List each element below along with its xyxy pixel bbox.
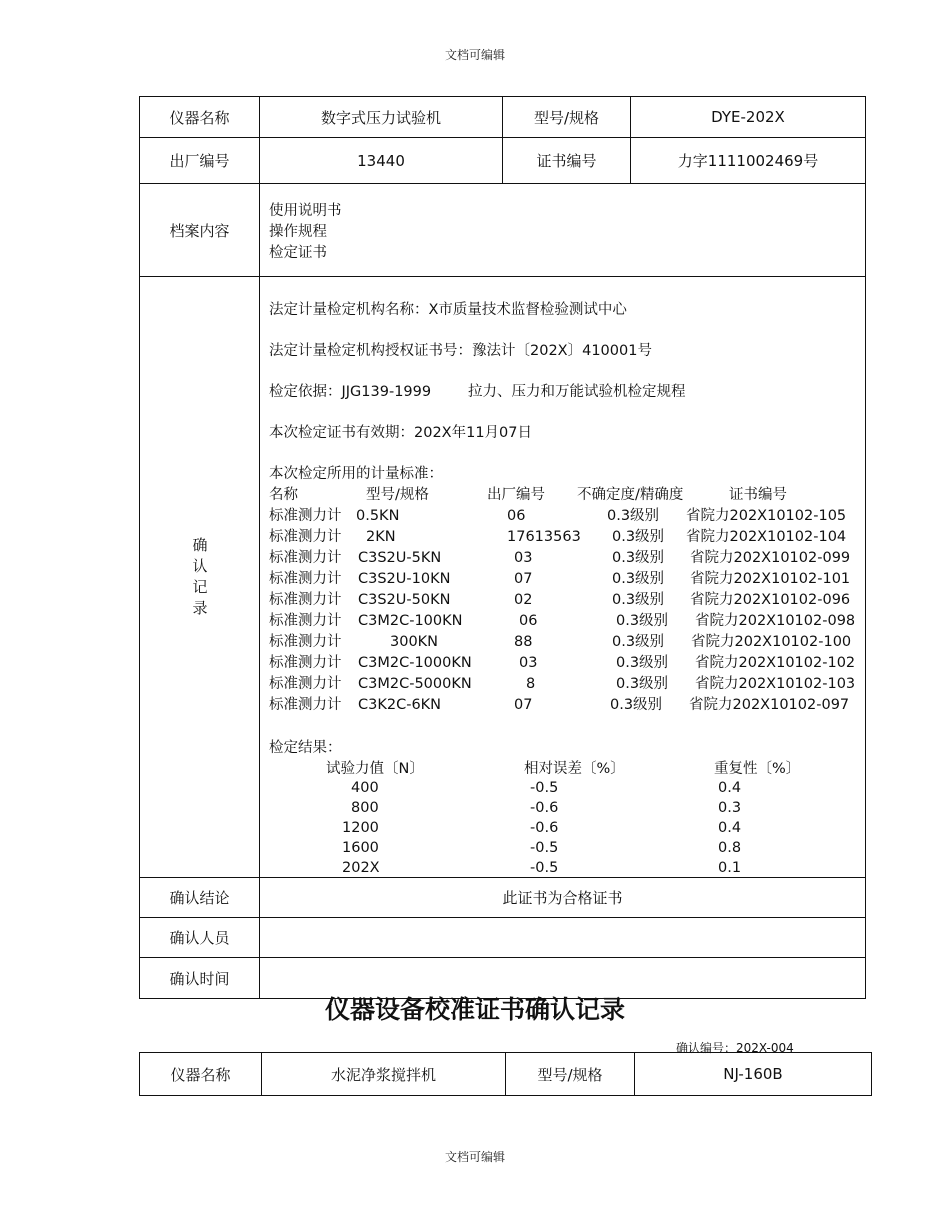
standard-cert: 省院力202X10102-096 <box>690 592 851 608</box>
result-repeatability: 0.8 <box>718 840 742 856</box>
standard-serial: 03 <box>519 655 538 671</box>
model-value: DYE-202X <box>630 96 866 138</box>
confirm-person-value[interactable] <box>259 917 866 958</box>
model-label-2: 型号/规格 <box>505 1052 635 1096</box>
standard-model: C3S2U-10KN <box>358 571 451 587</box>
institution-name: 法定计量检定机构名称：X市质量技术监督检验测试中心 <box>269 302 627 318</box>
standard-accuracy: 0.3级别 <box>616 655 669 671</box>
serial-number-label: 出厂编号 <box>139 137 260 184</box>
standard-name: 标准测力计 <box>269 697 342 713</box>
archive-item: 操作规程 <box>269 224 327 240</box>
standard-accuracy: 0.3级别 <box>612 592 665 608</box>
standard-model: C3K2C-6KN <box>358 697 442 713</box>
standards-header-model: 型号/规格 <box>366 487 429 503</box>
results-header-repeatability: 重复性〔%〕 <box>714 761 801 777</box>
document-title: 仪器设备校准证书确认记录 <box>324 995 625 1024</box>
standard-serial: 06 <box>507 508 526 524</box>
standard-name: 标准测力计 <box>269 529 342 545</box>
standard-accuracy: 0.3级别 <box>612 571 665 587</box>
standards-header-accuracy: 不确定度/精确度 <box>577 487 684 503</box>
result-error: -0.6 <box>530 800 559 816</box>
results-header-error: 相对误差〔%〕 <box>524 761 625 777</box>
footer-note: 文档可编辑 <box>444 1150 505 1164</box>
standard-accuracy: 0.3级别 <box>607 508 660 524</box>
standard-cert: 省院力202X10102-098 <box>695 613 856 629</box>
standard-cert: 省院力202X10102-100 <box>691 634 852 650</box>
header-note: 文档可编辑 <box>444 48 505 62</box>
result-error: -0.6 <box>530 820 559 836</box>
record-label-chars: 确 认 记 录 <box>192 536 208 617</box>
standard-model: C3S2U-50KN <box>358 592 451 608</box>
certificate-number-value: 力字1111002469号 <box>630 137 866 184</box>
result-force: 1200 <box>342 820 379 836</box>
standard-serial: 03 <box>514 550 533 566</box>
result-repeatability: 0.1 <box>718 860 742 876</box>
standard-name: 标准测力计 <box>269 550 342 566</box>
conclusion-label: 确认结论 <box>139 877 260 918</box>
instrument-name-label: 仪器名称 <box>139 96 260 138</box>
confirm-time-label: 确认时间 <box>139 957 260 999</box>
standards-title: 本次检定所用的计量标准： <box>269 466 443 482</box>
result-force: 400 <box>351 780 379 796</box>
archive-label: 档案内容 <box>139 183 260 277</box>
record-label <box>139 276 260 878</box>
standard-cert: 省院力202X10102-099 <box>690 550 851 566</box>
standard-cert: 省院力202X10102-105 <box>686 508 847 524</box>
archive-item: 检定证书 <box>269 245 327 261</box>
basis-title: 拉力、压力和万能试验机检定规程 <box>468 384 686 400</box>
standard-model: C3S2U-5KN <box>358 550 442 566</box>
archive-item: 使用说明书 <box>269 203 342 219</box>
standard-serial: 07 <box>514 697 533 713</box>
standard-model: C3M2C-100KN <box>358 613 463 629</box>
standard-model: C3M2C-5000KN <box>358 676 472 692</box>
standard-accuracy: 0.3级别 <box>616 613 669 629</box>
standard-model: 0.5KN <box>356 508 400 524</box>
standard-cert: 省院力202X10102-097 <box>689 697 850 713</box>
result-repeatability: 0.4 <box>718 780 742 796</box>
result-error: -0.5 <box>530 780 559 796</box>
instrument-name-label-2: 仪器名称 <box>139 1052 262 1096</box>
standard-accuracy: 0.3级别 <box>612 550 665 566</box>
conclusion-value: 此证书为合格证书 <box>259 877 866 918</box>
standard-name: 标准测力计 <box>269 592 342 608</box>
result-force: 202X <box>342 860 380 876</box>
certificate-number-label: 证书编号 <box>502 137 631 184</box>
archive-content <box>259 183 866 277</box>
standard-model: 2KN <box>366 529 396 545</box>
result-force: 1600 <box>342 840 379 856</box>
standards-header-name: 名称 <box>269 487 298 503</box>
standard-serial: 02 <box>514 592 533 608</box>
standard-name: 标准测力计 <box>269 508 342 524</box>
standard-serial: 07 <box>514 571 533 587</box>
record-content <box>259 276 866 878</box>
standards-header-serial: 出厂编号 <box>487 487 545 503</box>
standard-serial: 17613563 <box>507 529 581 545</box>
result-error: -0.5 <box>530 860 559 876</box>
standard-serial: 06 <box>519 613 538 629</box>
result-repeatability: 0.4 <box>718 820 742 836</box>
confirm-person-label: 确认人员 <box>139 917 260 958</box>
standard-serial: 8 <box>526 676 536 692</box>
standard-model: C3M2C-1000KN <box>358 655 472 671</box>
standard-cert: 省院力202X10102-101 <box>690 571 851 587</box>
standard-model: 300KN <box>390 634 439 650</box>
serial-number-value: 13440 <box>259 137 503 184</box>
standard-name: 标准测力计 <box>269 676 342 692</box>
result-error: -0.5 <box>530 840 559 856</box>
model-label: 型号/规格 <box>502 96 631 138</box>
standard-serial: 88 <box>514 634 533 650</box>
results-header-force: 试验力值〔N〕 <box>326 761 424 777</box>
standard-accuracy: 0.3级别 <box>616 676 669 692</box>
result-repeatability: 0.3 <box>718 800 742 816</box>
instrument-name-value-2: 水泥净浆搅拌机 <box>261 1052 506 1096</box>
standard-name: 标准测力计 <box>269 655 342 671</box>
authorization-number: 法定计量检定机构授权证书号：豫法计〔202X〕410001号 <box>269 343 652 359</box>
standard-accuracy: 0.3级别 <box>612 529 665 545</box>
results-title: 检定结果： <box>269 740 342 756</box>
standard-name: 标准测力计 <box>269 571 342 587</box>
model-value-2: NJ-160B <box>634 1052 872 1096</box>
standard-accuracy: 0.3级别 <box>612 634 665 650</box>
standard-cert: 省院力202X10102-104 <box>686 529 847 545</box>
standard-name: 标准测力计 <box>269 634 342 650</box>
basis-label: 检定依据：JJG139-1999 <box>269 384 432 400</box>
standard-name: 标准测力计 <box>269 613 342 629</box>
standard-cert: 省院力202X10102-103 <box>695 676 856 692</box>
standards-header-cert: 证书编号 <box>729 487 787 503</box>
instrument-name-value: 数字式压力试验机 <box>259 96 503 138</box>
standard-accuracy: 0.3级别 <box>610 697 663 713</box>
validity-date: 本次检定证书有效期：202X年11月07日 <box>269 425 533 441</box>
result-force: 800 <box>351 800 379 816</box>
confirm-number: 确认编号：202X-004 <box>676 1041 794 1055</box>
standard-cert: 省院力202X10102-102 <box>695 655 856 671</box>
